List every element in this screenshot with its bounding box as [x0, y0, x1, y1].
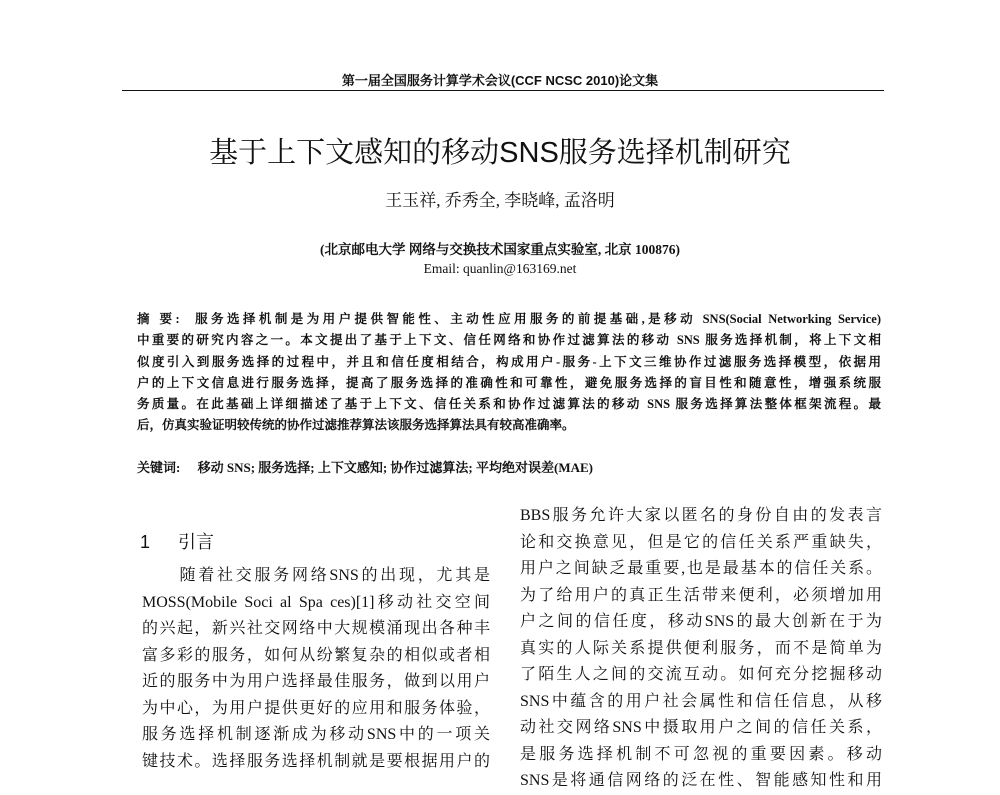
abstract-line: 务质量。在此基础上详细描述了基于上下文、信任关系和协作过滤算法的移动 SNS 服务选择算法整体框架流程。最	[137, 397, 881, 412]
affiliation: (北京邮电大学 网络与交换技术国家重点实验室, 北京 100876)	[320, 242, 680, 257]
email: Email: quanlin@163169.net	[423, 261, 577, 276]
section-title: 引言	[178, 532, 214, 552]
running-head: 第一届全国服务计算学术会议(CCF NCSC 2010)论文集	[341, 73, 659, 88]
body-line: SNS中蕴含的用户社会属性和信任信息，从移	[520, 692, 882, 710]
body-line: 键技术。选择服务选择机制就是要根据用户的	[142, 752, 490, 770]
authors: 王玉祥, 乔秀全, 李晓峰, 孟洛明	[385, 191, 615, 210]
body-line: 论和交换意见，但是它的信任关系严重缺失，	[520, 533, 882, 551]
body-line: 富多彩的服务，如何从纷繁复杂的相似或者相	[142, 646, 490, 664]
right-column	[520, 503, 882, 795]
abstract	[137, 309, 881, 437]
abstract-line: 似度引入到服务选择的过程中，并且和信任度相结合，构成用户-服务-上下文三维协作过滤服务选择模型，依据用	[137, 354, 881, 369]
keywords-text: 移动 SNS; 服务选择; 上下文感知; 协作过滤算法; 平均绝对误差(MAE)	[197, 460, 593, 475]
body-line: 户之间的信任度，移动SNS的最大创新在于为	[520, 613, 882, 630]
body-line: 是服务选择机制不可忽视的重要因素。移动	[520, 745, 882, 763]
section-number: 1	[140, 532, 151, 552]
abstract-line	[137, 309, 881, 330]
body-line: BBS服务允许大家以匿名的身份自由的发表言	[520, 507, 882, 524]
body-line: MOSS(Mobile Soci al Spa ces)[1]移动社交空间	[142, 593, 490, 611]
left-column	[142, 563, 490, 775]
body-line: 的兴起，新兴社交网络中大规模涌现出各种丰	[142, 620, 490, 637]
abstract-line: 户的上下文信息进行服务选择，提高了服务选择的准确性和可靠性，避免服务选择的盲目性和随意性，增强系统服	[137, 375, 881, 390]
paper-title: 基于上下文感知的移动SNS服务选择机制研究	[209, 137, 791, 169]
body-line: 近的服务中为用户选择最佳服务，做到以用户	[142, 673, 490, 690]
header-rule	[122, 90, 884, 91]
body-line: 真实的人际关系提供便利服务，而不是简单为	[520, 639, 882, 657]
section-heading	[140, 528, 214, 554]
body-line: 为了给用户的真正生活带来便利，必须增加用	[520, 586, 882, 604]
body-line: SNS是将通信网络的泛在性、智能感知性和用	[520, 772, 882, 789]
body-line: 了陌生人之间的交流互动。如何充分挖掘移动	[520, 666, 882, 683]
body-line: 动社交网络SNS中摄取用户之间的信任关系，	[520, 719, 882, 736]
body-line: 服务选择机制逐渐成为移动SNS中的一项关	[142, 726, 490, 743]
body-line: 为中心，为用户提供更好的应用和服务体验，	[142, 699, 490, 717]
abstract-line: 中重要的研究内容之一。本文提出了基于上下文、信任网络和协作过滤算法的移动 SNS 服务选择机制，将上下文相	[137, 333, 881, 348]
keywords-label: 关键词:	[137, 460, 181, 475]
abstract-text: 服务选择机制是为用户提供智能性、主动性应用服务的前提基础,是移动 SNS(Social Networking Service)	[191, 312, 881, 326]
abstract-label: 摘 要:	[137, 312, 180, 326]
keywords	[137, 457, 593, 476]
body-line: 随着社交服务网络SNS的出现，尤其是	[142, 567, 490, 584]
abstract-line: 后，仿真实验证明较传统的协作过滤推荐算法该服务选择算法具有较高准确率。	[137, 418, 575, 433]
body-line: 用户之间缺乏最重要,也是最基本的信任关系。	[520, 560, 882, 577]
